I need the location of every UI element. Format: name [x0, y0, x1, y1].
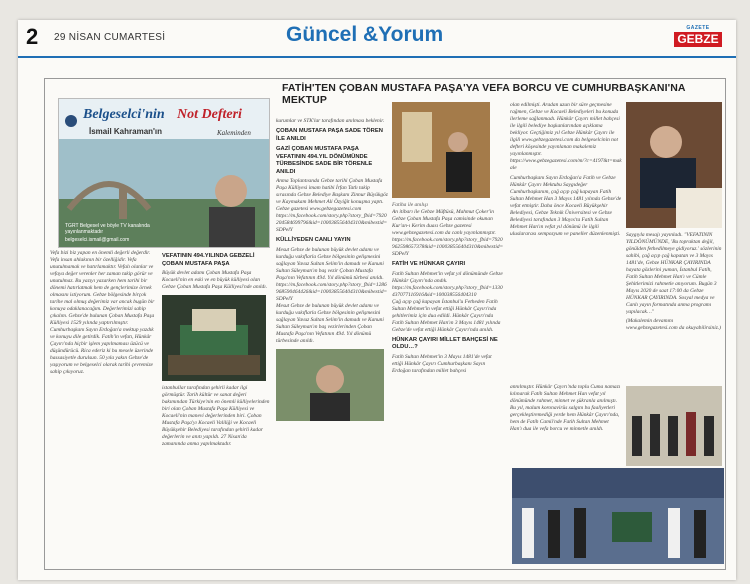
column-4 [392, 202, 504, 564]
column-2-heading: VEFATININ 494.YILINDA GEBZELİ ÇOBAN MUSTAFA PAŞA [162, 253, 255, 267]
article-headline: FATİH'TEN ÇOBAN MUSTAFA PAŞA'YA VEFA BORCU VE CUMHURBAŞKANI'NA MEKTUP [282, 82, 686, 106]
column-5-paragraph-1: olan edilmişti. Aradan uzun bir süre geçmesine rağmen, Gebze ve Kocaeli Belediyeleri bu konuda ilerleme sağlanmadı. Hünkâr Çayırı millet bahçesi ile ilgili belediye başkanlarından açıklama bekliyor. Geçtiğimiz yıl Gebze Hünkâr Çayırı ile ilgili www.gebzegazetesi.com da belgeselcinin not defteri köşesinde yayınlanan makalemiz yayınlanmıştır. [510, 102, 620, 157]
column-2-paragraph-2: istanbullar tarafından şehirli kadar ilgi görmüştür. Tarih kültür ve sanat değeri bakımından Türkiye'nin en önemli külliyelerinden biri olan Çoban Mustafa Paşa Külliyesi ve Kocaeli'nin manevi değerlerinden biri. Çoban Mustafa Paşa'yı Kocaeli Valiliği ve Kocaeli Büyükşehir Belediyesi tarafından şehirli kadar değerlerin ve anıtı yapıldı. 27 Nisan'da zamanında anma yapılmaktadır. [162, 385, 270, 447]
banner-email: belgeselci.ismail@gmail.com [65, 237, 130, 243]
banner-title-left: Belgeselci'nin [83, 107, 165, 122]
column-2 [162, 250, 270, 564]
tomb-graphic [162, 295, 266, 381]
column-banner [58, 98, 270, 248]
column-4-heading-1: FATİH VE HÜNKAR ÇAYIRI [392, 261, 466, 267]
banner-author: İsmail Kahraman'ın [89, 127, 163, 136]
column-3-heading-3: KÜLLİYEDEN CANLI YAYIN [276, 237, 351, 243]
column-4-link-2[interactable]: https://m.facebook.com/story.php?story_fbid=1330437077116916&id=100038556404310 [392, 284, 503, 298]
column-6 [626, 232, 724, 382]
gathering-photo [626, 386, 722, 466]
mosque-interior-graphic [392, 102, 490, 198]
issue-date: 29 NİSAN CUMARTESİ [54, 32, 166, 43]
president-graphic [626, 102, 722, 228]
column-4-heading-2: HÜNKAR ÇAYIRI MİLLET BAHÇESİ NE OLDU…? [392, 336, 498, 350]
column-4-link-1[interactable]: https://m.facebook.com/story.php?story_fbid=7920962598657378&id=100038556404310&mibextid=SDPelY [392, 237, 504, 257]
newspaper-page [18, 20, 736, 580]
column-4-paragraph-4: Fatih Sultan Mehmet'in 3 Mayıs 1481'de vefat ettiği Hünkâr Çayırı Cumhurbaşkanı Sayın Erdoğan tarafından millet bahçesi [392, 353, 492, 374]
column-3-heading-2: GAZİ ÇOBAN MUSTAFA PAŞA VEFATININ 494.YIL DÖNÜMÜNDE TÜRBESİNDE SADE BİR TÖRENLE ANILDI [276, 146, 373, 175]
tomb-photo [162, 295, 266, 381]
column-1-body: Vefa bizi biz yapan en önemli değerli değerdir. Vefa insan ahlakının bir özelliğidir. Vefa unutulmamak ve hatırlamaktır. Vefalı olanlar ve vefaya değer verenler her zaman takip görür ve unutulmaz. Bu yazıyı yazarken hem tarihi bir dönemi hatırlatmak hem de gençlerimize örnek olmasını istiyorum. Gebze bölgesinde birçok tarihe mal olmuş değerimiz var ancak bugün bir konuya odaklanacağım. Değerlerimizi sahip çıkalım. Gebze'de bulunan Çoban Mustafa Paşa Külliyesi 1529 yılında yaptırılmıştır. Cumhurbaşkanı Sayın Erdoğan'a mektup yazdık ve konuyu dile getirdik. Fatih'in vefatı, Hünkâr Çayırı'nda hiçbir işlem yapılmaması üzücü ve düşündürücü. Rica ederiz ki bu mesele üzerinde hassasiyetle durulsun. 50 yıla yakın Gebze'de yaşıyorum ve belgeselci olarak tarihi çevremize sahip çıkıyoruz. [50, 250, 155, 375]
page-number: 2 [26, 24, 39, 49]
column-3-link-2[interactable]: https://m.facebook.com/story.php?story_fbid=1286968590464426&id=100038556404310&mibextid=SDPelY [276, 281, 388, 302]
column-3 [276, 118, 388, 562]
ceremony-photo [512, 468, 724, 564]
ceremony-graphic [512, 468, 724, 564]
bottom-text [510, 384, 622, 464]
column-3-paragraph-1: Anma Toplantısında Gebze tarihi Çoban Mustafa Paşa Külliyesi imam hatibi İrfan Tatlı takip sırasında Gebze Belediye Başkanı Zinnur Büyükgöz ve Kaymakam Mehmet Ali Özyiğit konuşma yaptı. Gebze gazetesi www.gebzegazetesi.com [276, 178, 388, 212]
column-3-intro: kurumlar ve STK'lar tarafından anılması beklenir. [276, 118, 385, 124]
section-title: Güncel &Yorum [286, 23, 444, 46]
gathering-graphic [626, 386, 722, 466]
logo-top: GAZETE [686, 25, 710, 31]
banner-author-sub: Kaleminden [217, 129, 251, 137]
bottom-paragraph: annılmıştır. Hünkâr Çayırı'nda toplu Cuma namazı kılınarak Fatih Sultan Mehmet Han vefat yıl dönümünde rahmet, minnet ve şükranla anılmıştı. Bu yıl, malum koronavirüs salgını bu faaliyetleri gerçekleştiremediği yerde hem Hünkâr Çayırı'nda, hem de Fatih Camii'nde Fatih Sultan Mehmet Han'ı dua ile vefa borcu ve minnetle anıldı. [510, 384, 621, 432]
column-5-link-1[interactable]: https://www.gebzegazetesi.com/m/?c=4197&t=makale [510, 158, 622, 171]
column-4-paragraph-2: Fatih Sultan Mehmet'in vefat yıl dönümünde Gebze Hünkâr Çayırı'nda andık. [392, 270, 503, 284]
column-3-link-1[interactable]: https://m.facebook.com/story.php?story_fbid=7920204584699796&id=100038556404310&mibextid=SDPelY [276, 213, 388, 233]
page-header [18, 20, 736, 54]
column-4-paragraph-1: An itibarı ile Gebze Müftüsü, Mahmut Çoker'in Gebze Çoban Mustafa Paşa camisinde okunan Kur'an-ı Kerim duası Gebze gazetesi www.gebzegazetesi.com da canlı yayınlanmıştır. [392, 209, 496, 236]
elder-graphic [276, 349, 384, 421]
column-2-paragraph-1: Büyük devlet adamı Çoban Mustafa Paşa Kocaeli'nin en eski ve en büyük külliyesi olan Gebze Çoban Mustafa Paşa Külliyesi'nde anıldı. [162, 270, 268, 290]
mosque-interior-photo [392, 102, 490, 198]
header-rule [18, 56, 736, 58]
column-4-paragraph-3: Çağ açıp çağ kapayan İstanbul'u Fetheden Fatih Sultan Mehmet'in vefat ettiği Hünkâr Çayırı'nda şehitlerimiz için dua edildi. Hünkâr Çayırı'nda Fatih Sultan Mehmet Han'ın 3 Mayıs 1481 yılında Gebze'de vefat ettiği Hünkâr Çayırı'nda anıldı. [392, 298, 501, 333]
column-3-heading-1: ÇOBAN MUSTAFA PAŞA SADE TÖREN İLE ANILDI [276, 128, 383, 142]
banner-title-right: Not Defteri [177, 107, 242, 122]
column-4-caption: Fatiha ile anılışı [392, 202, 428, 208]
column-5 [510, 102, 622, 382]
column-6-paragraph-2: (Makalemin devamını www.gebzegazetesi.com da okuyabilirsiniz.) [626, 318, 721, 331]
president-writing-photo [626, 102, 722, 228]
column-3-paragraph-3: Mesut Gebze de bulunan büyük devlet adamı ve kurduğu vakıflarla Gebze bölgesinin gelişmesini sağlayan Yavuz Sultan Selim'in damadı ve Kanuni Sultan Süleyman'ın baş vezirlerinden Çoban Mustafa Paşa'nın Vefatının 494. Yıl dönümü türbesinde anıldı. [276, 302, 384, 344]
elder-man-photo [276, 349, 384, 421]
logo-main: GEBZE [674, 32, 722, 47]
column-3-paragraph-2: Mesut Gebze de bulunan büyük devlet adamı ve kurduğu vakıflarla Gebze bölgesinin gelişmesini sağlayan Yavuz Sultan Selim'in damadı ve Kanuni Sultan Süleyman'ın baş vezir Çoban Mustafa Paşa'nın Vefatının 494. Yıl dönümü türbesi anıldı. [276, 246, 384, 281]
banner-note: TGRT Belgesel ve böyle TV kanalında yayınlanmaktadır [65, 223, 150, 235]
gebze-logo [674, 25, 722, 47]
column-5-paragraph-2: Cumhurbaşkanı Sayın Erdoğan'a Fatih ve Gebze Hünkâr Çayırı Mektubu Saygıdeğer Cumhurbaşkanım, çağ açıp çağ kapayan Fatih Sultan Mehmet Han 3 Mayıs 1481 yılında Gebze'de vefat etmiştir. Daha önce Kocaeli Büyükşehir Belediyesi, Gebze Teknik Üniversitesi ve Gebze Belediyesi tarafından 3 Mayıs'ta Fatih Sultan Mehmet Han'ın vefat yıl dönümü ile ilgili uluslararası sempozyum ve paneller düzenlenmişti. [510, 175, 622, 237]
column-6-paragraph-1: Saygıyla mesajı yayınladı. "VEFATININ YILDÖNÜMÜNDE, 'Bu topraktan değil, gönülden fethedilmeye gidiyoruz.' sözlerinin sahibi, çağ açıp çağ kapatan ve 3 Mayıs 1481'de, Gebze HÜNKAR ÇAYIRINDA hayata gözlerini yuman, İstanbul Fatih, Fatih Sultan Mehmet Han'ı ve Cümle Şehitlerimizi rahmetle anıyorum. Bugün 3 Mayıs 2020 de saat 17:00 da Gebze HÜNKAR ÇAYIRINDA. Sosyal medya ve Canlı yayın formatında anma programı yapılacak…" [626, 232, 722, 315]
column-1 [50, 250, 158, 564]
